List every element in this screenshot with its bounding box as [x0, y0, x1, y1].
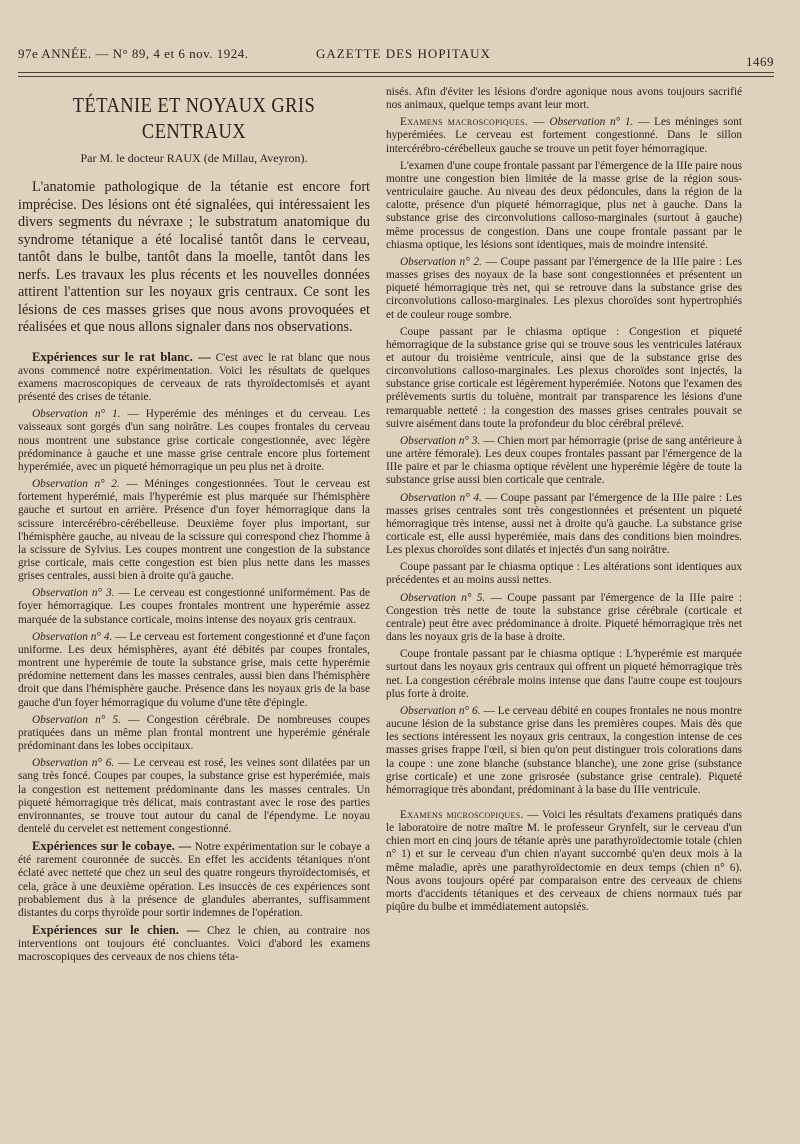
observation-paragraph: [18, 631, 370, 710]
rat-text: C'est avec le rat blanc que nous avons commencé notre expérimentation. Voici les résultats de quelques examens macroscopiques de cerveaux de rats thyroïdectomisés et ayant présenté des crises de tétanie.: [18, 351, 370, 404]
observation-text: — Le cerveau est congestionné uniformément. Pas de foyer hémorragique. Les coupes frontales montrent une hyperémie assez marquée de la substance corticale, moins intense des noyaux gris centraux.: [18, 587, 370, 626]
observation-paragraph: [386, 256, 742, 322]
observation-text: — Le cerveau est rosé, les veines sont dilatées par un sang très foncé. Coupes par coupes, la substance grise est hyperémiée, mais la congestion est nettement prédominante dans les masses centrales. Un piqueté hémorragique très délicat, mais contrastant avec le rose des parties environnantes, se trouve tout autour du canal de l'épendyme. Le noyau dentelé du cervelet est nettement congestionné.: [18, 757, 370, 835]
observation-text: — Chien mort par hémorragie (prise de sang antérieure à une artère fémorale). Les deux coupes frontales passant par l'émergence de la IIIe paire et par le chiasma optique révèlent une hyperémie légère de toute la substance grise aussi bien corticale que centrale.: [386, 434, 742, 487]
intro-paragraph: L'anatomie pathologique de la tétanie est encore fort imprécise. Des lésions ont été signalées, qui intéressaient les divers segments du névraxe ; le substratum anatomique du syndrome tétanique a été localisé tantôt dans le cerveau, tantôt dans le bulbe, tantôt dans la moelle, tantôt dans les nerfs. Les travaux les plus récents et les nouvelles données attirent l'attention sur les noyaux gris centraux. Ce sont les lésions de ces masses grises que nous avons provoquées et réalisées et que nous allons signaler dans nos observations.: [18, 179, 370, 336]
observation-paragraph: [18, 714, 370, 753]
header-rule-top: [18, 72, 774, 73]
observation-paragraph: [386, 592, 742, 645]
article-title: TÉTANIE ET NOYAUX GRIS CENTRAUX: [72, 93, 316, 143]
observation-paragraph: [18, 757, 370, 836]
cobaye-text: Notre expérimentation sur le cobaye a été rarement couronnée de succès. En effet les accidents tétaniques n'ont éclaté avec netteté que chez un seul des quatre rongeurs thyroïdectomisés, et cela, grâce à une deuxième opération. Les insuccès de ces expériences sont probablement dus à la présence de glandules aberrantes, suffisamment distantes du corps thyroïde pour sortir indemnes de l'opération.: [18, 841, 370, 919]
cobaye-paragraph: [18, 840, 370, 920]
header-rule-bottom: [18, 76, 774, 77]
observation-continuation: Coupe passant par le chiasma optique : Les altérations sont identiques aux précédentes et au moins aussi nettes.: [386, 561, 742, 587]
observation-paragraph: [18, 408, 370, 474]
observation-continuation: L'examen d'une coupe frontale passant par l'émergence de la IIIe paire nous montre une congestion bien limitée de la masse grise de la région sous-ventriculaire gauche. Au niveau des deux pédoncules, dans la région de la calotte, présence d'un piqueté hémorragique, plus net à gauche. Dans la substance grise des circonvolutions calloso-marginales (surtout à gauche) même processus de congestion. Dans une coupe frontale passant par le chiasma optique, les lésions sont identiques, mais de moindre intensité.: [386, 159, 742, 251]
micro-text: Voici les résultats d'examens pratiqués dans le laboratoire de notre maître M. le professeur Grynfelt, sur le cerveau d'un chien mort en cinq jours de tétanie après une parathyroïdectomie totale (chien n° 1) et sur le cerveau d'un chien n'ayant succombé qu'en deux mois à la même maladie, après une parathyroïdectomie en deux temps (chien n° 6). Nous avons toujours opéré par comparaison entre des cerveaux de chiens morts d'accidents tétaniques et des cerveaux de chiens normaux tués par piqûre du bulbe et immédiatement autopsiés.: [386, 808, 742, 914]
observation-label: Observation n° 3.: [32, 587, 115, 600]
section-heading-micro: Examens microscopiques. —: [400, 808, 539, 821]
issue-info: 97e ANNÉE. — N° 89, 4 et 6 nov. 1924.: [18, 46, 249, 61]
page-header: [18, 42, 774, 68]
observation-label: Observation n° 5.: [32, 713, 121, 726]
right-column: [386, 86, 742, 1138]
continuation-paragraph: nisés. Afin d'éviter les lésions d'ordre agonique nous avons toujours sacrifié nos animaux, quelque temps avant leur mort.: [386, 86, 742, 112]
section-heading-chien: Expériences sur le chien. —: [32, 923, 200, 938]
observation-label: Observation n° 6.: [400, 704, 481, 717]
observation-paragraph: [386, 492, 742, 558]
observation-text: — Le cerveau est fortement congestionné et d'une façon uniforme. Les deux hémisphères, ayant été débités par coupes frontales, montrent une hyperémie de toute la substance grise, mais cette hyperémie prédomine nettement dans les masses centrales, aussi bien dans l'hémisphère droit que dans l'hémisphère gauche. Présence dans les noyaux gris de la base gauche d'un foyer hémorragique du volume d'une tête d'épingle.: [18, 630, 370, 709]
observation-label: Observation n° 4.: [32, 630, 113, 643]
rat-paragraph: [18, 351, 370, 405]
chien-text: Chez le chien, au contraire nos interventions ont toujours été concluantes. Voici d'abord les examens macroscopiques des cerveaux de nos chiens téta-: [18, 925, 370, 964]
observation-text: — Congestion cérébrale. De nombreuses coupes pratiquées dans un même plan frontal montrent une hyperémie générale prédominant dans les lobes occipitaux.: [18, 713, 370, 753]
observation-continuation: Coupe frontale passant par le chiasma optique : L'hyperémie est marquée surtout dans les noyaux gris centraux qui offrent un piqueté hémorragique très net. La congestion cérébrale moins intense que dans l'autre coupe est toujours plus forte à droite.: [386, 648, 742, 700]
observation-paragraph: [18, 478, 370, 583]
observation-continuation: Coupe passant par le chiasma optique : Congestion et piqueté hémorragique de la substance grise qui se trouve sous les ventricules latéraux et autour du troisième ventricule, ainsi que de la substance grise des circonvolutions calloso-marginales. Les plexus choroïdes sont injectés, la substance grise corticale est légèrement hyperémiée. Notons que l'examen des prélèvements surtis du toluène, montrait par transparence les lésions d'une remarquable netteté : la congestion des masses grises centrales pouvait se suivre aisément dans toute la profondeur du bloc cérébral prélevé.: [386, 325, 742, 430]
section-heading-cobaye: Expériences sur le cobaye. —: [32, 839, 192, 854]
section-heading-rat: Expériences sur le rat blanc. —: [32, 349, 211, 364]
observation-text: — Hyperémie des méninges et du cerveau. Les vaisseaux sont gorgés d'un sang noirâtre. Les coupes frontales du cerveau nous montrent une substance grise corticale congestionnée, avec légère prédominance à gauche et une masse grise centrale encore plus fortement hyperémiée, avec un piqueté hémorragique un peu plus net à droite.: [18, 408, 370, 473]
observation-paragraph: [18, 587, 370, 626]
left-column: [18, 86, 370, 1138]
observation-text: — Coupe passant par l'émergence de la IIIe paire : Congestion très nette de toute la substance grise cérébrale (corticale et centrale) peut être avec prédominance à droite. Piqueté hémorragique très net dans les noyaux gris de la base à droite.: [386, 591, 742, 644]
observation-text: — Le cerveau débité en coupes frontales ne nous montre aucune lésion de la substance grise dans les premières coupes. Mais dès que les sections intéressent les noyaux gris centraux, la congestion intense de ces masses grises frappe l'œil, si bien qu'on peut distinguer trois colorations dans la coupe : une zone blanche (substance blanche), une zone grise (substance grise corticale) et une zone grisrosée (substance grise centrale). Piqueté hémorragique très abondant, prédominant à la base du IIIe ventricule.: [386, 704, 742, 796]
observation-paragraph: [386, 705, 742, 797]
observation-paragraph: [386, 116, 742, 155]
chien-paragraph: [18, 924, 370, 964]
observation-label: Observation n° 1.: [32, 408, 121, 421]
observation-label: Observation n° 1.: [549, 116, 634, 129]
observation-paragraph: [386, 435, 742, 488]
observation-text: — Méninges congestionnées. Tout le cerveau est fortement hyperémié, mais l'hyperémie est plus marquée sur l'hémisphère gauche et surtout en arrière. Présence d'un foyer hémorragique dans la scissure intercérébro-cérébelleuse. Deuxième foyer plus important, sur l'hémisphère gauche, au niveau de la scissure qui correspond chez l'homme à la scissure de Sylvius. Les coupes montrent une congestion de la substance grise corticale, mais cette congestion est bien plus nette dans les masses grises centrales, aussi bien à droite qu'à gauche.: [18, 478, 370, 583]
observation-label: Observation n° 5.: [400, 591, 486, 604]
page-number: 1469: [746, 54, 774, 69]
section-heading-macro: Examens macroscopiques. —: [400, 116, 545, 129]
micro-paragraph: [386, 809, 742, 914]
observation-text: — Les méninges sont hyperémiées. Le cerveau est fortement congestionné. Dans le sillon intercérébro-cérébelleux gauche se trouve un petit foyer hémorragique.: [386, 116, 742, 155]
journal-title: GAZETTE DES HOPITAUX: [316, 46, 491, 61]
observation-label: Observation n° 4.: [400, 491, 482, 504]
observation-text: — Coupe passant par l'émergence de la IIIe paire : Les masses grises centrales sont très congestionnées et présentent un piqueté hémorragique très intense, aussi net à droite qu'à gauche. La substance grise corticale est, elle aussi hyperémiée, mais dans des conditions bien moindres. Les plexus choroïdes sont dilatés et injectés d'un sang noirâtre.: [386, 491, 742, 557]
observation-label: Observation n° 2.: [32, 478, 120, 491]
observation-label: Observation n° 2.: [400, 255, 482, 268]
observation-label: Observation n° 6.: [32, 757, 115, 770]
byline: Par M. le docteur RAUX (de Millau, Aveyron).: [80, 151, 308, 165]
observation-label: Observation n° 3.: [400, 434, 481, 447]
observation-text: — Coupe passant par l'émergence de la IIIe paire : Les masses grises des noyaux de la base sont congestionnées et présentent un piqueté hémorragique très net, qui se retrouve dans la substance grise des circonvolutions calloso-marginales. Les plexus choroïdes sont hypertrophiés et de couleur rouge sombre.: [386, 255, 742, 321]
